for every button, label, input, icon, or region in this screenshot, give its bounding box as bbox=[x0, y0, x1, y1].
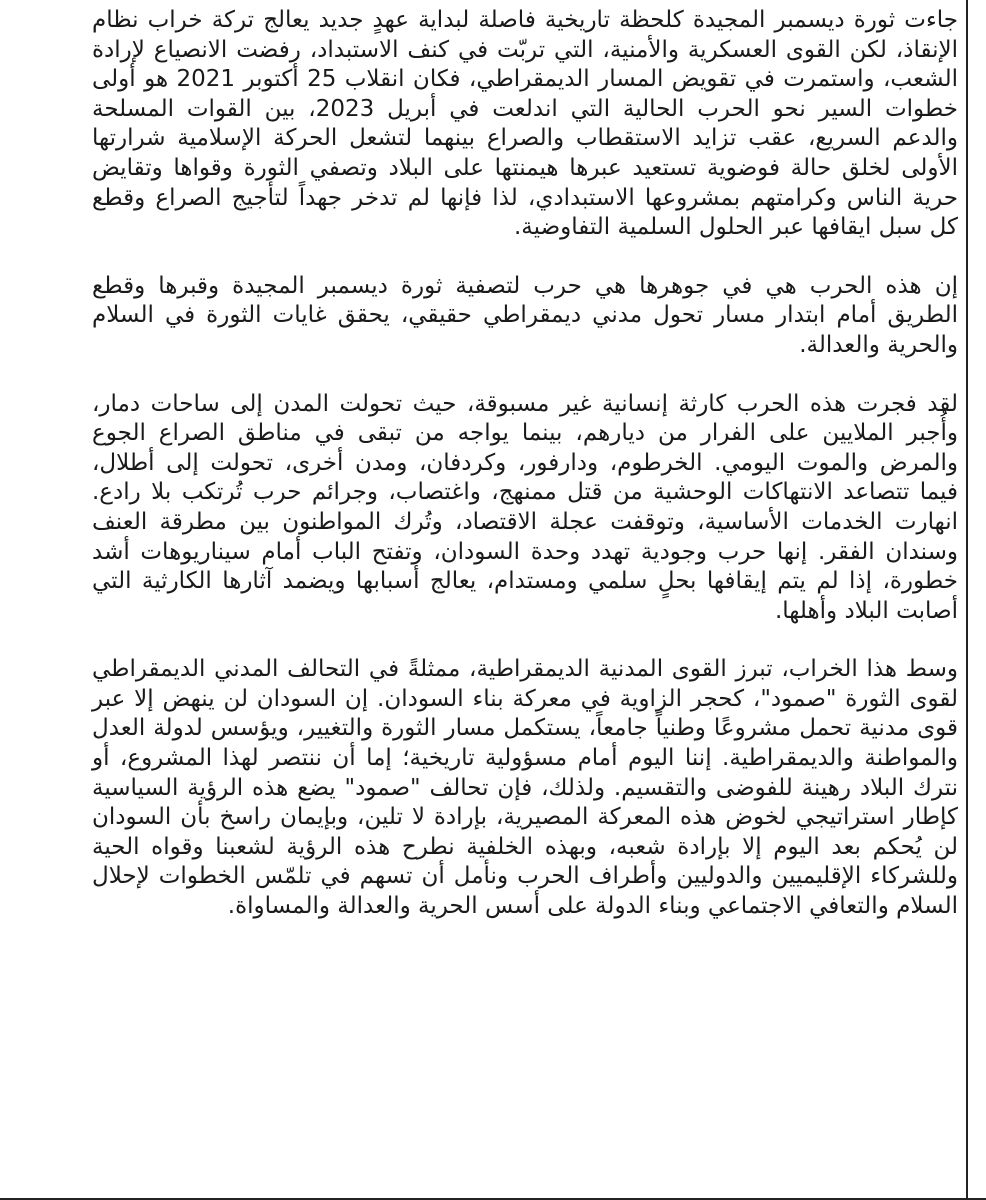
document-body bbox=[92, 6, 958, 922]
paragraph-2: إن هذه الحرب هي في جوهرها هي حرب لتصفية ثورة ديسمبر المجيدة وقبرها وقطع الطريق أمام ابتدار مسار تحول مدني ديمقراطي حقيقي، يحقق غايات الثورة في السلام والحرية والعدالة. bbox=[92, 272, 958, 358]
page-border-right bbox=[966, 0, 968, 1200]
paragraph-4: وسط هذا الخراب، تبرز القوى المدنية الديمقراطية، ممثلةً في التحالف المدني الديمقراطي لقوى الثورة "صمود"، كحجر الزاوية في معركة بناء السودان. إن السودان لن ينهض إلا عبر قوى مدنية تحمل مشروعًا وطنياً جامعاً، يستكمل مسار الثورة والتغيير، ويؤسس لدولة العدل والمواطنة والديمقراطية. إننا اليوم أمام مسؤولية تاريخية؛ إما أن ننتصر لهذا المشروع، أو نترك البلاد رهينة للفوضى والتقسيم. ولذلك، فإن تحالف "صمود" يضع هذه الرؤية السياسية كإطار استراتيجي لخوض هذه المعركة المصيرية، بإرادة لا تلين، وبإيمان راسخ بأن السودان لن يُحكم بعد اليوم إلا بإرادة شعبه، وبهذه الخلفية نطرح هذه الرؤية لشعبنا وقواه الحية وللشركاء الإقليميين والدوليين وأطراف الحرب ونأمل أن تسهم في تلمّس الخطوات لإحلال السلام والتعافي الاجتماعي وبناء الدولة على أسس الحرية والعدالة والمساواة. bbox=[92, 656, 958, 920]
paragraph-1: جاءت ثورة ديسمبر المجيدة كلحظة تاريخية فاصلة لبداية عهدٍ جديد يعالج تركة خراب نظام الإنقاذ، لكن القوى العسكرية والأمنية، التي تربّت في كنف الاستبداد، رفضت الانصياع لإرادة الشعب، واستمرت في تقويض المسار الديمقراطي، فكان انقلاب 25 أكتوبر 2021 هو أولى خطوات السير نحو الحرب الحالية التي اندلعت في أبريل 2023، بين القوات المسلحة والدعم السريع، عقب تزايد الاستقطاب والصراع بينهما لتشعل الحركة الإسلامية شرارتها الأولى لخلق حالة فوضوية تستعيد عبرها هيمنتها على البلاد وتصفي الثورة وقواها وتقايض حرية الناس وكرامتهم بمشروعها الاستبدادي، لذا فإنها لم تدخر جهداً لتأجيج الصراع وقطع كل سبل ايقافها عبر الحلول السلمية التفاوضية. bbox=[92, 7, 959, 241]
paragraph-3: لقد فجرت هذه الحرب كارثة إنسانية غير مسبوقة، حيث تحولت المدن إلى ساحات دمار، وأُجبر الملايين على الفرار من ديارهم، بينما يواجه من تبقى في مناطق الصراع الجوع والمرض والموت اليومي. الخرطوم، ودارفور، وكردفان، ومدن أخرى، تحولت إلى أطلال، فيما تتصاعد الانتهاكات الوحشية من قتل ممنهج، واغتصاب، وجرائم حرب تُرتكب بلا رادع. انهارت الخدمات الأساسية، وتوقفت عجلة الاقتصاد، وتُرك المواطنون بين مطرقة العنف وسندان الفقر. إنها حرب وجودية تهدد وحدة السودان، وتفتح الباب أمام سيناريوهات أشد خطورة، إذا لم يتم إيقافها بحلٍ سلمي ومستدام، يعالج أسبابها ويضمد آثارها الكارثية التي أصابت البلاد وأهلها. bbox=[92, 390, 958, 624]
